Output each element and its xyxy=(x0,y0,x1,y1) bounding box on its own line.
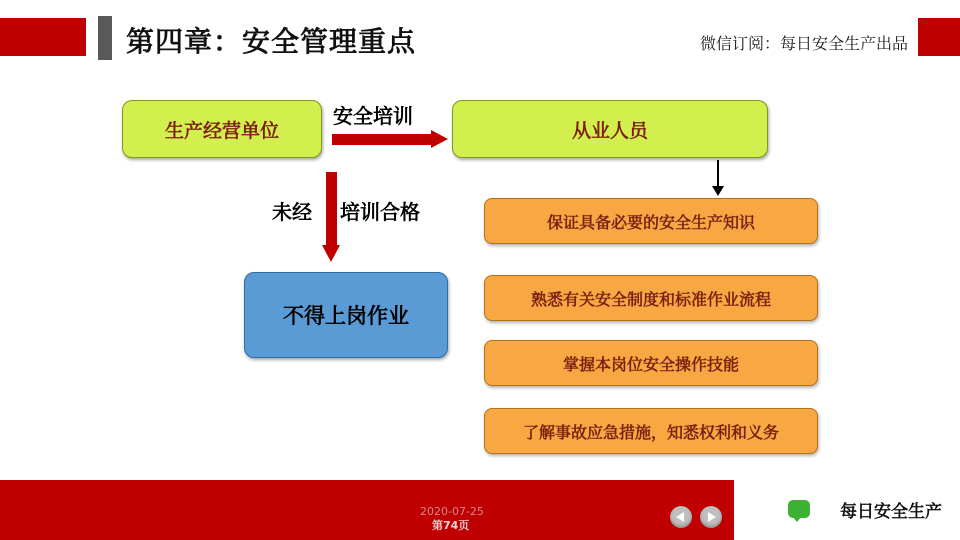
header-gray-bar xyxy=(98,16,112,60)
arrow-staff-to-requirements xyxy=(712,160,724,196)
arrow-unit-to-staff xyxy=(332,130,448,148)
header-red-block-right xyxy=(918,18,960,56)
chevron-left-icon xyxy=(676,512,684,522)
page-title: 第四章：安全管理重点 xyxy=(126,25,417,58)
node-staff-label: 从业人员 xyxy=(571,119,648,142)
node-no-post-work-label: 不得上岗作业 xyxy=(283,304,409,328)
requirement-item-2-label: 熟悉有关安全制度和标准作业流程 xyxy=(530,289,771,309)
label-not-passed-right: 培训合格 xyxy=(340,200,420,224)
label-not-passed-left: 未经 xyxy=(272,200,312,224)
wechat-icon xyxy=(788,500,810,518)
watermark-date: 2020-07-25 xyxy=(420,505,484,518)
label-safety-training: 安全培训 xyxy=(333,104,413,128)
next-slide-button[interactable] xyxy=(700,506,722,528)
node-no-post-work xyxy=(244,272,448,358)
wechat-account-name: 每日安全生产 xyxy=(840,502,942,522)
requirement-item-3-label: 掌握本岗位安全操作技能 xyxy=(562,354,739,374)
arrow-unit-to-no-post xyxy=(322,172,340,262)
requirement-item-2 xyxy=(484,275,818,321)
node-production-unit xyxy=(122,100,322,158)
node-staff xyxy=(452,100,768,158)
page-number: 第74页 xyxy=(432,519,470,532)
requirement-item-1-label: 保证具备必要的安全生产知识 xyxy=(546,212,755,232)
requirement-item-4 xyxy=(484,408,818,454)
requirement-item-3 xyxy=(484,340,818,386)
requirement-item-1 xyxy=(484,198,818,244)
requirement-item-4-label: 了解事故应急措施，知悉权利和义务 xyxy=(522,422,779,442)
node-production-unit-label: 生产经营单位 xyxy=(164,119,279,142)
header-red-block-left xyxy=(0,18,86,56)
prev-slide-button[interactable] xyxy=(670,506,692,528)
chevron-right-icon xyxy=(708,512,716,522)
header-subtitle: 微信订阅：每日安全生产出品 xyxy=(699,34,908,53)
